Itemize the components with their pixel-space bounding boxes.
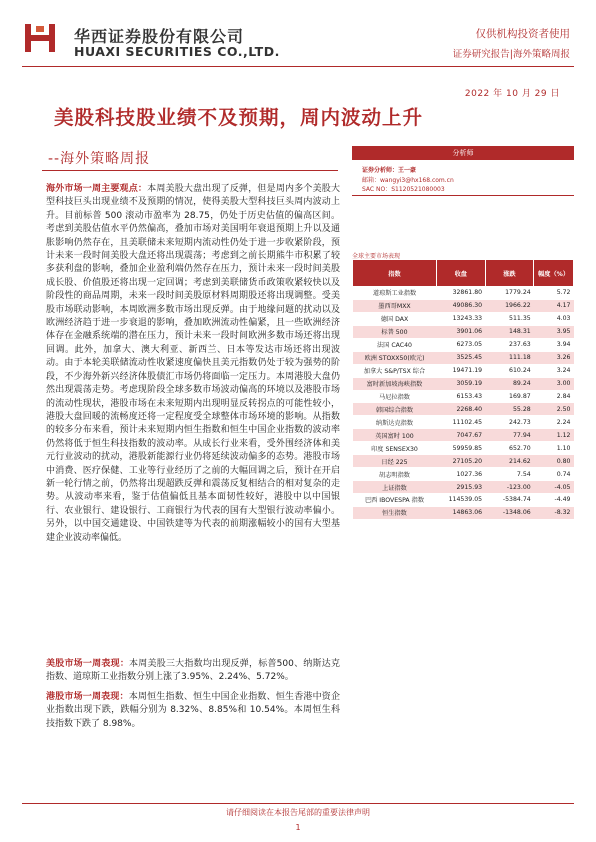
footer-divider [22, 803, 574, 804]
cell-pct: 2.50 [534, 403, 574, 416]
cell-change: 242.73 [485, 416, 534, 429]
paragraph-text: 本周美股大盘出现了反弹，但是周内多个美股大型科技巨头出现业绩不及预期的情况，使得美股大型科技巨头周内波动上升。目前标普 500 滚动市盈率为 28.75，仍处于历史估值的偏高区间。考虑到美股估值水平仍然偏高，叠加市场对美国明年衰退预期上升以及通胀影响仍然存在，且美联储未来短期内流动性仍处于进一步收紧阶段，预计未来一段时间美股大盘还将出现震荡；考虑到之前长期熊牛市积累了较多获利盘的影响，叠加企业盈利端仍然存在压力，预计未来一段时间美股成长股、价值股还将出现一定回调；考虑到美联储货币政策收紧较快以及阶段性的商品周期，未来一段时间美股原材料周期股还将出现调整。受美股市场联动影响，本周欧洲多数市场出现反弹。由于地缘问题的扰动以及欧洲经济趋于进一步衰退的影响，叠加欧洲流动性偏紧，且一些欧洲经济体存在金融系统端的潜在压力，预计未来一段时间欧洲多数市场还将出现回调。此外，加拿大、澳大利亚、新西兰、日本等发达市场还将出现波动。由于本轮美联储流动性收紧速度偏快且美元指数仍处于较为强势的阶段，不少海外新兴经济体股债汇市场仍将面临一定压力。本周港股大盘仍然出现震荡走势。考虑现阶段全球多数市场波动偏高的环境以及港股市场的流动性现状，港股市场在未来短期内出现明显反转拐点的可能性较小，港股大盘回暖的流畅度还将一定程度受全球整体市场环境的影响。从指数的较多分布来看，预计未来短期内恒生指数和恒生中国企业指数的波动率仍然将低于恒生科技指数的波动率。从成长行业来看，受外围经济体和美元行业波动的扰动，港股新能源行业仍将延续波动偏多的态势。港股市场中消费、医疗保健、工业等行业经历了之前的大幅回调之后，预计在开启新一轮行情之前，仍然将出现超跌反弹和震荡反复相结合的相对复杂的走势。从波动率来看，鉴于估值偏低且基本面韧性较好，港股中以中国银行、农业银行、建设银行、工商银行为代表的国有大型银行波动率偏小。另外，以中国交通建设、中国铁建等为代表的前期涨幅较小的国有大型基建企业波动率偏低。 [46, 184, 340, 543]
header-report-type: 证券研究报告|海外策略周报 [452, 49, 570, 60]
cell-close: 3901.06 [436, 325, 485, 338]
cell-close: 1027.36 [436, 468, 485, 481]
cell-close: 6153.43 [436, 390, 485, 403]
cell-close: 13243.33 [436, 312, 485, 325]
cell-close: 3525.45 [436, 351, 485, 364]
header-divider [22, 66, 574, 67]
cell-close: 3059.19 [436, 377, 485, 390]
table-row [353, 338, 574, 351]
cell-close: 59959.85 [436, 442, 485, 455]
table-row [353, 312, 574, 325]
paragraph-lead: 海外市场一周主要观点： [46, 184, 148, 194]
cell-close: 2915.93 [436, 481, 485, 494]
cell-change: 1966.22 [485, 299, 534, 312]
table-row [353, 506, 574, 519]
table-row [353, 416, 574, 429]
cell-close: 49086.30 [436, 299, 485, 312]
analyst-email[interactable]: 邮箱：wangyi3@hx168.com.cn [362, 177, 454, 184]
table-row [353, 377, 574, 390]
title-divider [42, 170, 338, 171]
table-row [353, 351, 574, 364]
cell-change: 214.62 [485, 455, 534, 468]
cell-change: 610.24 [485, 364, 534, 377]
table-row [353, 429, 574, 442]
cell-close: 114539.05 [436, 494, 485, 507]
huaxi-logo-icon [22, 20, 58, 56]
page-number: 1 [295, 823, 301, 832]
cell-close: 11102.45 [436, 416, 485, 429]
market-table-title: 全球主要市场表现 [352, 253, 401, 260]
cell-change: -1348.06 [485, 506, 534, 519]
table-body [353, 287, 574, 520]
col-header-pct: 幅度（%） [534, 260, 574, 287]
cell-close: 2268.40 [436, 403, 485, 416]
cell-pct: 3.24 [534, 364, 574, 377]
cell-pct: 3.95 [534, 325, 574, 338]
cell-pct: 0.74 [534, 468, 574, 481]
cell-index-name: 加拿大 S&P/TSX 综合 [353, 364, 437, 377]
col-header-change: 涨跌 [485, 260, 534, 287]
cell-index-name: 韩国综合指数 [353, 403, 437, 416]
cell-index-name: 纳斯达克指数 [353, 416, 437, 429]
table-header-row [353, 260, 574, 287]
cell-index-name: 欧洲 STOXX50(欧元) [353, 351, 437, 364]
cell-index-name: 英国富时 100 [353, 429, 437, 442]
paragraph-text: 本周美股三大指数均出现反弹，标普500、纳斯达克指数、道琼斯工业指数分别上涨了3.95%、2.24%、5.72%。 [46, 659, 340, 683]
cell-pct: -4.05 [534, 481, 574, 494]
brand-name-cn: 华西证券股份有限公司 [74, 27, 245, 46]
cell-index-name: 上证指数 [353, 481, 437, 494]
cell-change: 511.35 [485, 312, 534, 325]
header-audience-note: 仅供机构投资者使用 [475, 28, 570, 40]
brand-name-en: HUAXI SECURITIES CO.,LTD. [74, 44, 280, 59]
cell-index-name: 胡志明指数 [353, 468, 437, 481]
table-row [353, 390, 574, 403]
table-row [353, 455, 574, 468]
report-title: 美股科技股业绩不及预期，周内波动上升 [54, 106, 424, 129]
paragraph-weekly-view [46, 183, 340, 545]
cell-pct: 4.17 [534, 299, 574, 312]
cell-change: 77.94 [485, 429, 534, 442]
cell-close: 7047.67 [436, 429, 485, 442]
report-subtitle: --海外策略周报 [48, 151, 151, 167]
paragraph-us-market [46, 658, 340, 685]
cell-index-name: 德国 DAX [353, 312, 437, 325]
cell-pct: 3.00 [534, 377, 574, 390]
cell-change: 169.87 [485, 390, 534, 403]
cell-pct: 4.03 [534, 312, 574, 325]
table-row [353, 403, 574, 416]
market-performance-table [352, 259, 574, 520]
cell-change: 237.63 [485, 338, 534, 351]
cell-change: 652.70 [485, 442, 534, 455]
cell-index-name: 日经 225 [353, 455, 437, 468]
cell-index-name: 富时新加坡海峡指数 [353, 377, 437, 390]
paragraph-text: 本周恒生指数、恒生中国企业指数、恒生香港中资企业指数出现下跌，跌幅分别为 8.32%、8.85%和 10.54%。本周恒生科技指数下跌了 8.98%。 [46, 692, 340, 729]
paragraph-lead: 美股市场一周表现： [46, 659, 130, 669]
cell-close: 27105.20 [436, 455, 485, 468]
cell-pct: 5.72 [534, 287, 574, 300]
cell-pct: 2.24 [534, 416, 574, 429]
analyst-box-divider [352, 195, 574, 196]
cell-index-name: 巴西 IBOVESPA 指数 [353, 494, 437, 507]
table-row [353, 299, 574, 312]
cell-pct: 3.94 [534, 338, 574, 351]
cell-index-name: 道琼斯工业指数 [353, 287, 437, 300]
col-header-index: 指数 [353, 260, 437, 287]
cell-pct: -4.49 [534, 494, 574, 507]
cell-pct: 1.10 [534, 442, 574, 455]
report-date: 2022 年 10 月 29 日 [464, 89, 560, 99]
cell-pct: 1.12 [534, 429, 574, 442]
cell-close: 32861.80 [436, 287, 485, 300]
cell-index-name: 印度 SENSEX30 [353, 442, 437, 455]
cell-change: 7.54 [485, 468, 534, 481]
cell-close: 14863.06 [436, 506, 485, 519]
cell-close: 6273.05 [436, 338, 485, 351]
cell-pct: 0.80 [534, 455, 574, 468]
cell-index-name: 法国 CAC40 [353, 338, 437, 351]
cell-change: 89.24 [485, 377, 534, 390]
analyst-box-header: 分析师 [352, 146, 574, 160]
table-row [353, 481, 574, 494]
cell-close: 19471.19 [436, 364, 485, 377]
analyst-sac-number: SAC NO：S1120521080003 [362, 186, 445, 193]
table-row [353, 494, 574, 507]
cell-pct: -8.32 [534, 506, 574, 519]
footer-disclaimer: 请仔细阅读在本报告尾部的重要法律声明 [226, 808, 370, 817]
cell-change: -123.00 [485, 481, 534, 494]
cell-index-name: 墨西哥MXX [353, 299, 437, 312]
table-row [353, 325, 574, 338]
analyst-name: 证券分析师：王一豪 [362, 167, 417, 174]
cell-index-name: 恒生指数 [353, 506, 437, 519]
table-row [353, 468, 574, 481]
col-header-close: 收盘 [436, 260, 485, 287]
cell-index-name: 标普 500 [353, 325, 437, 338]
cell-index-name: 马尼拉指数 [353, 390, 437, 403]
cell-change: 1779.24 [485, 287, 534, 300]
cell-change: 148.31 [485, 325, 534, 338]
paragraph-lead: 港股市场一周表现： [46, 692, 129, 702]
paragraph-hk-market [46, 691, 340, 731]
cell-change: 55.28 [485, 403, 534, 416]
table-row [353, 287, 574, 300]
table-row [353, 364, 574, 377]
cell-change: -5384.74 [485, 494, 534, 507]
table-row [353, 442, 574, 455]
cell-pct: 2.84 [534, 390, 574, 403]
cell-pct: 3.26 [534, 351, 574, 364]
cell-change: 111.18 [485, 351, 534, 364]
